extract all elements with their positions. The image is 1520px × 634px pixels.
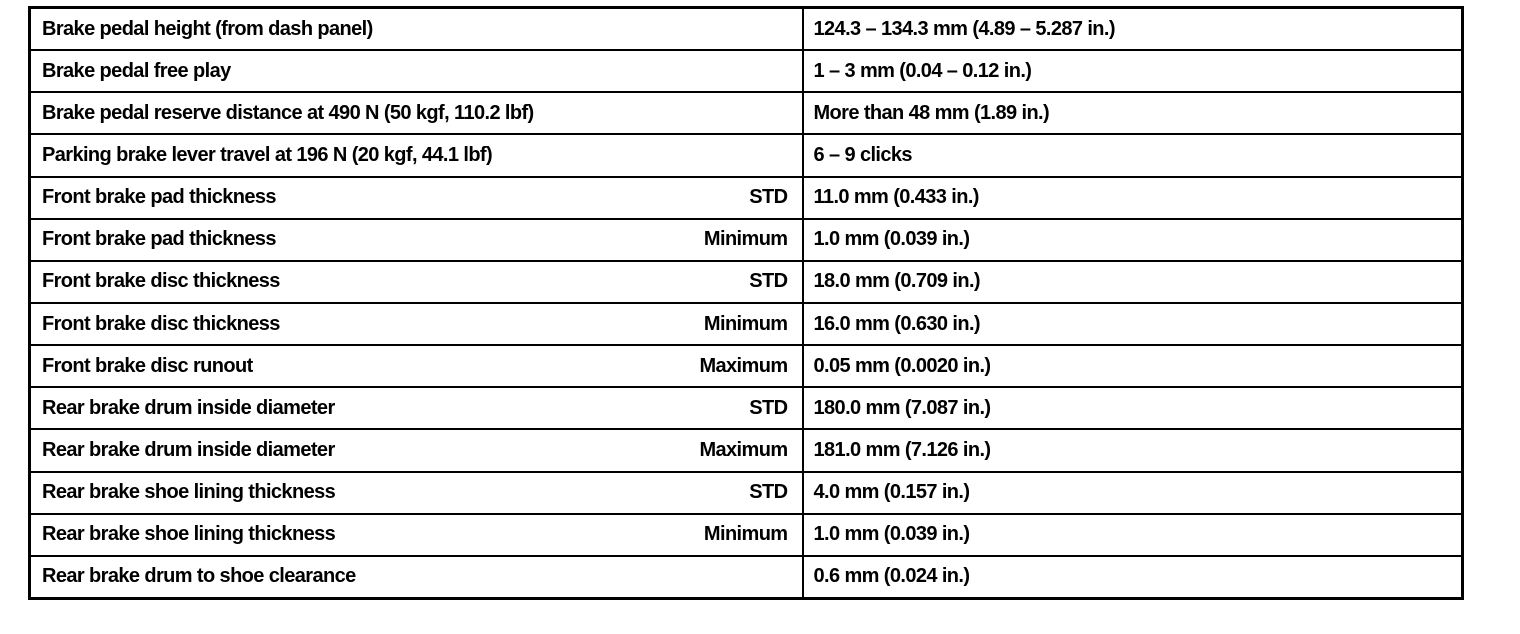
spec-value: 180.0 mm (7.087 in.) <box>813 396 991 419</box>
spec-value: 4.0 mm (0.157 in.) <box>813 481 970 504</box>
item-label: Front brake pad thickness <box>42 228 276 251</box>
table-row <box>30 261 1463 303</box>
item-label: Front brake pad thickness <box>42 186 276 209</box>
item-label: Rear brake shoe lining thickness <box>42 481 336 504</box>
item-cell <box>30 472 803 514</box>
item-cell <box>30 514 803 556</box>
spec-value: 1.0 mm (0.039 in.) <box>813 523 970 546</box>
item-qualifier: STD <box>749 396 788 419</box>
table-row <box>30 472 1463 514</box>
item-label: Brake pedal free play <box>42 59 231 82</box>
item-label: Rear brake shoe lining thickness <box>42 523 336 546</box>
item-label: Front brake disc thickness <box>42 270 280 293</box>
table-row <box>30 177 1463 219</box>
item-qualifier: Minimum <box>703 228 788 251</box>
spec-value: 0.6 mm (0.024 in.) <box>813 565 970 588</box>
value-cell <box>803 556 1463 599</box>
item-label: Rear brake drum inside diameter <box>42 396 335 419</box>
value-cell <box>803 387 1463 429</box>
item-label: Front brake disc runout <box>42 354 253 377</box>
item-cell <box>30 50 803 92</box>
item-qualifier: STD <box>749 186 788 209</box>
table-row <box>30 50 1463 92</box>
table-row <box>30 8 1463 51</box>
table-row <box>30 303 1463 345</box>
item-qualifier: Minimum <box>703 523 788 546</box>
spec-value: 181.0 mm (7.126 in.) <box>813 438 991 461</box>
value-cell <box>803 472 1463 514</box>
table-row <box>30 134 1463 176</box>
brake-specifications-table <box>28 6 1464 600</box>
spec-value: 16.0 mm (0.630 in.) <box>813 312 980 335</box>
spec-value: 1 – 3 mm (0.04 – 0.12 in.) <box>813 59 1032 82</box>
item-label: Brake pedal height (from dash panel) <box>42 17 373 40</box>
item-label: Brake pedal reserve distance at 490 N (50 kgf, 110.2 lbf) <box>42 101 534 124</box>
value-cell <box>803 8 1463 51</box>
spec-value: More than 48 mm (1.89 in.) <box>813 101 1050 124</box>
value-cell <box>803 50 1463 92</box>
item-label: Rear brake drum to shoe clearance <box>42 565 356 588</box>
item-qualifier: STD <box>749 481 788 504</box>
table-row <box>30 219 1463 261</box>
spec-value: 124.3 – 134.3 mm (4.89 – 5.287 in.) <box>813 17 1115 40</box>
table-row <box>30 429 1463 471</box>
item-qualifier: Maximum <box>699 438 788 461</box>
value-cell <box>803 177 1463 219</box>
value-cell <box>803 261 1463 303</box>
item-cell <box>30 92 803 134</box>
spec-value: 0.05 mm (0.0020 in.) <box>813 354 991 377</box>
value-cell <box>803 219 1463 261</box>
item-qualifier: Maximum <box>699 354 788 377</box>
item-cell <box>30 134 803 176</box>
value-cell <box>803 429 1463 471</box>
item-cell <box>30 177 803 219</box>
value-cell <box>803 303 1463 345</box>
item-qualifier: Minimum <box>703 312 788 335</box>
value-cell <box>803 134 1463 176</box>
table-row <box>30 514 1463 556</box>
spec-value: 11.0 mm (0.433 in.) <box>813 186 979 209</box>
item-cell <box>30 556 803 599</box>
item-cell <box>30 429 803 471</box>
item-cell <box>30 303 803 345</box>
item-label: Front brake disc thickness <box>42 312 280 335</box>
table-row <box>30 345 1463 387</box>
item-label: Parking brake lever travel at 196 N (20 kgf, 44.1 lbf) <box>42 143 493 166</box>
table-body <box>30 8 1463 599</box>
table-row <box>30 556 1463 599</box>
item-cell <box>30 261 803 303</box>
value-cell <box>803 514 1463 556</box>
value-cell <box>803 345 1463 387</box>
value-cell <box>803 92 1463 134</box>
item-cell <box>30 219 803 261</box>
spec-value: 6 – 9 clicks <box>813 143 912 166</box>
item-cell <box>30 8 803 51</box>
spec-value: 1.0 mm (0.039 in.) <box>813 228 970 251</box>
table-row <box>30 92 1463 134</box>
spec-value: 18.0 mm (0.709 in.) <box>813 270 980 293</box>
item-cell <box>30 387 803 429</box>
table-row <box>30 387 1463 429</box>
item-label: Rear brake drum inside diameter <box>42 438 335 461</box>
item-qualifier: STD <box>749 270 788 293</box>
item-cell <box>30 345 803 387</box>
